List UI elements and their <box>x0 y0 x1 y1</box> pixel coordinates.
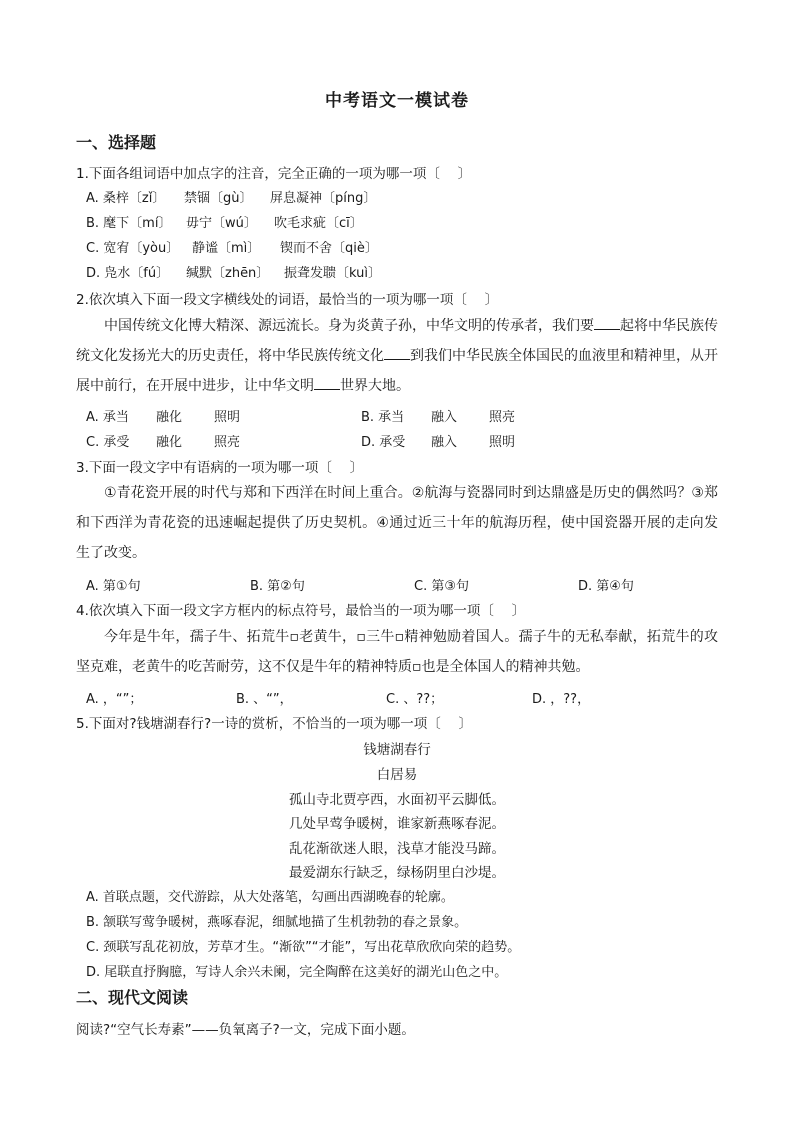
option-text: A. 桑梓〔zǐ〕 <box>86 191 166 206</box>
option-text: C. 承受 <box>86 435 130 450</box>
question-5-option-c: C. 颈联写乱花初放，芳草才生。“渐欲”“才能”，写出花草欣欣向荣的趋势。 <box>86 940 521 955</box>
option-text: 照明 <box>489 435 516 450</box>
question-4-stem: 4.依次填入下面一段文字方框内的标点符号，最恰当的一项为哪一项〔 〕 <box>76 603 526 619</box>
page-title: 中考语文一模试卷 <box>325 91 469 111</box>
question-1-option-b <box>86 212 363 231</box>
option-text: B. 、“”， <box>236 692 293 707</box>
question-5-option-b: B. 颔联写莺争暖树，燕啄春泥，细腻地描了生机勃勃的春之景象。 <box>86 915 468 930</box>
poem-title: 钱塘湖春行 <box>363 742 431 758</box>
question-4-passage: 今年是牛年，孺子牛、拓荒牛▫老黄牛，▫三牛▫精神勉励着国人。孺子牛的无私奉献，拓荒牛的攻坚克难，老黄牛的吃苦耐劳，这不仅是牛年的精神特质▫也是全体国人的精神共勉。 <box>76 629 718 675</box>
reading-instruction: 阅读?“空气长寿素”——负氧离子?一文，完成下面小题。 <box>76 1022 415 1038</box>
option-text: A. 第①句 <box>86 579 141 594</box>
passage-text: 中国传统文化博大精深、源远流长。身为炎黄子孙，中华文明的传承者，我们要 <box>104 318 594 334</box>
poem-line: 孤山寺北贾亭西，水面初平云脚低。 <box>289 792 505 808</box>
option-text: 毋宁〔wú〕 <box>186 216 257 231</box>
question-1-stem: 1.下面各组词语中加点字的注音，完全正确的一项为哪一项〔 〕 <box>76 166 472 182</box>
option-text: D. ，??， <box>532 692 591 707</box>
option-text: C. 第③句 <box>414 579 469 594</box>
option-text: C. 、??； <box>386 692 444 707</box>
question-2-passage <box>76 311 718 401</box>
option-text: 禁锢〔gù〕 <box>184 191 253 206</box>
option-text: A. ，“”； <box>86 692 143 707</box>
question-1-option-d <box>86 262 381 281</box>
section-heading-choice: 一、选择题 <box>76 133 157 152</box>
poem-author: 白居易 <box>376 767 418 783</box>
poem-line: 几处早莺争暖树，谁家新燕啄春泥。 <box>289 816 505 832</box>
option-text: 照亮 <box>214 435 241 450</box>
question-3-passage: ①青花瓷开展的时代与郑和下西洋在时间上重合。②航海与瓷器同时到达鼎盛是历史的偶然吗？③郑和下西洋为青花瓷的迅速崛起提供了历史契机。④通过近三十年的航海历程，使中国瓷器开展的走向发生了改变。 <box>76 485 718 561</box>
option-text: 融化 <box>156 410 183 425</box>
option-text: A. 承当 <box>86 410 129 425</box>
passage-text: 起将中华民族传统文化发扬光大的历史责任，将中华民族传统文化 <box>76 318 718 364</box>
option-text: 照亮 <box>489 410 516 425</box>
option-text: B. 麾下〔mí〕 <box>86 216 172 231</box>
question-5-option-d: D. 尾联直抒胸臆，写诗人余兴未阑，完全陶醉在这美好的湖光山色之中。 <box>86 965 508 980</box>
question-1-option-a <box>86 187 376 206</box>
section-heading-reading: 二、现代文阅读 <box>76 988 189 1007</box>
option-text: 锲而不舍〔qiè〕 <box>280 241 378 256</box>
option-text: C. 宽宥〔yòu〕 <box>86 241 180 256</box>
passage-text: 到我们中华民族全体国民的血液里和精神里，从开展中前行，在开展中进步，让中华文明 <box>76 348 718 394</box>
fill-blank <box>594 315 620 330</box>
option-text: 屏息凝神〔píng〕 <box>270 191 377 206</box>
option-text: 振聋发聩〔kuì〕 <box>284 266 381 281</box>
question-3-stem: 3.下面一段文字中有语病的一项为哪一项〔 〕 <box>76 460 364 476</box>
option-text: B. 第②句 <box>250 579 305 594</box>
option-text: 融入 <box>431 410 458 425</box>
fill-blank <box>384 345 410 360</box>
poem-line: 乱花渐欲迷人眼，浅草才能没马蹄。 <box>289 841 505 857</box>
option-text: D. 第④句 <box>578 579 634 594</box>
question-1-option-c <box>86 237 378 256</box>
option-text: 吹毛求疵〔cī〕 <box>274 216 363 231</box>
question-5-stem: 5.下面对?钱塘湖春行?一诗的赏析，不恰当的一项为哪一项〔 〕 <box>76 716 473 732</box>
option-text: B. 承当 <box>361 410 405 425</box>
option-text: 照明 <box>214 410 241 425</box>
question-2-stem: 2.依次填入下面一段文字横线处的词语，最恰当的一项为哪一项〔 〕 <box>76 292 499 308</box>
option-text: 融化 <box>156 435 183 450</box>
poem-line: 最爱湖东行缺乏，绿杨阴里白沙堤。 <box>289 865 505 881</box>
option-text: 缄默〔zhēn〕 <box>186 266 270 281</box>
option-text: 融入 <box>431 435 458 450</box>
question-5-option-a: A. 首联点题，交代游踪，从大处落笔，勾画出西湖晚春的轮廓。 <box>86 890 454 905</box>
passage-text: 世界大地。 <box>340 378 410 394</box>
option-text: D. 承受 <box>361 435 406 450</box>
option-text: D. 凫水〔fú〕 <box>86 266 170 281</box>
option-text: 静谧〔mì〕 <box>192 241 261 256</box>
fill-blank <box>314 375 340 390</box>
